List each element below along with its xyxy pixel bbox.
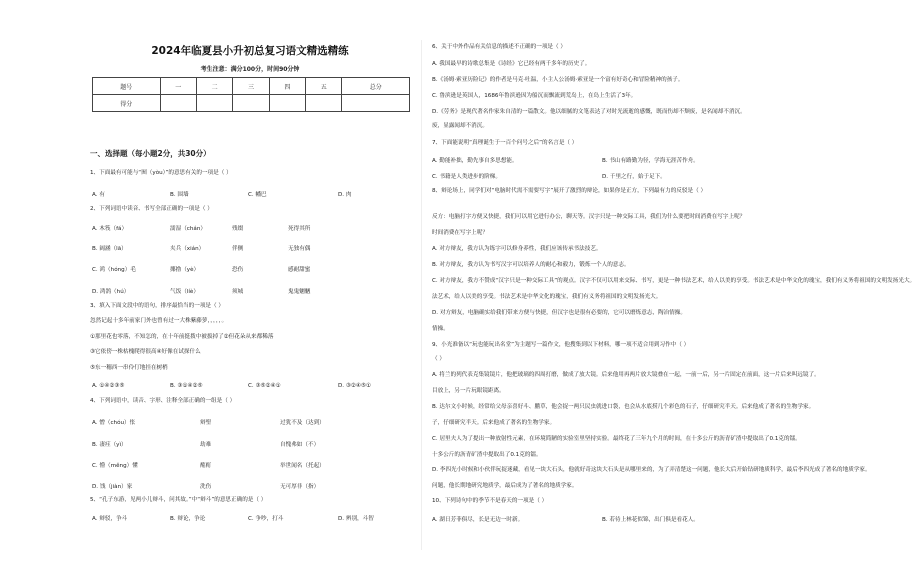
score-cell[interactable] [269,95,305,112]
page-title: 2024年临夏县小升初总复习语文精选精练 [151,45,349,57]
question-line: A. 我国最早的诗歌总集是《诗经》它已经有两千多年的历史了。 [432,61,591,67]
question-line: B.《汤姆·索亚历险记》的作者是马克·吐温，小主人公汤姆·索亚是一个富有好奇心和冒险精神的孩子。 [432,77,684,83]
score-row-label: 得分 [93,95,161,112]
answer-option[interactable]: B. ③①④②⑤ [170,383,203,389]
answer-option[interactable]: B. 若待上林花似锦，出门俱是看花人。 [602,517,699,523]
answer-option[interactable]: C. 幡巴 [248,192,267,198]
question-line: D.《劳务》是现代著名作家朱自清的一篇散文。他以细腻的文笔表达了对时光流逝的感慨，既而伤却不颓废，是名闻却不消沉。 [432,109,746,115]
question-line: 子，仔细研究半天。后来他成了著名的生物学家。 [432,420,556,426]
score-cell[interactable] [306,95,342,112]
score-table [92,77,410,112]
score-header-row [93,78,410,95]
score-header-cell: 一 [160,78,196,95]
question-line: 10、下列诗句中的季节不是春天的一项是（ ） [432,498,548,504]
answer-option[interactable]: 须城 [232,289,244,295]
answer-option[interactable]: D. 千里之行，始于足下。 [602,174,666,180]
answer-option[interactable]: B. 阔涵（lā） [92,246,127,252]
answer-option[interactable]: A. 湖日芳菲俱尽，长是无边一时新。 [432,517,524,523]
question-line: C. 居里夫人为了提出一种放射性元素，在环境简陋的实验室里坚持实验。最终花了三年九个月的时间，在十多公斤的沥青矿渣中提取出了0.1克的镭。 [432,436,801,442]
question-line: C. 鲁滨逊是英国人，1686年鲁滨逊因为船沉而飘流到荒岛上，在岛上生活了3年。 [432,93,637,99]
question-line: A. 对方辩友，我方认为练字可以修身养性，我们应该传承书法技艺。 [432,246,602,252]
score-header-cell: 四 [269,78,305,95]
question-line: 2、下列词语中读音、书写全部正确的一项是（ ） [90,206,213,212]
answer-option[interactable]: 恐伤 [232,267,244,273]
question-line: ⑤东一穗西一串伶仃地挂在树梢 [90,365,168,371]
answer-option[interactable]: 感耐甜蜜 [288,267,311,273]
question-line: D. 对方辩友，电脑确实给我们带来方便与快捷，但汉字也是很有必要的，它可以磨炼意志，陶冶情操。 [432,310,686,316]
question-line: ③它依傍一株枯槐爬得很高④好像在试探什么 [90,349,201,355]
answer-option[interactable]: 劫难 [200,442,212,448]
question-line: ①那里花也零落，不知怎的，在十年前挺拨中被拔掉了②但花朵从来都稀落 [90,334,274,340]
answer-option[interactable]: A. 憎（chóu）怅 [92,420,136,426]
question-line: 反方：电脑打字方便又快捷，我们可以用它进行办公，聊天等。汉字只是一种交际工具，我们为什么要把时间消费在写字上呢？ [432,214,746,220]
answer-option[interactable]: B. 凄疰（yì） [92,442,127,448]
answer-option[interactable]: 过犹不及（达到） [280,420,325,426]
question-line: B. 对方辩友，我方认为书写汉字可以培养人的耐心和毅力，锻炼一个人的意志。 [432,262,630,268]
score-header-cell: 三 [233,78,269,95]
answer-option[interactable]: C. 鸿（hóng）毛 [92,267,136,273]
answer-option[interactable]: B. 围墙 [170,192,189,198]
question-line: 废，显露闻却不消沉。 [432,123,488,129]
answer-option[interactable]: A. 木筏（fá） [92,226,128,232]
answer-option[interactable]: D. 饯（jiàn）家 [92,484,133,490]
answer-option[interactable]: 举世闻名（托起） [280,463,325,469]
answer-option[interactable]: 辩聖 [200,420,212,426]
question-line: 8、辩论场上，同学们对“电脑时代需不需要写字”展开了激烈的辩论，如果你是正方，下列最有力的反驳是（ ） [432,188,707,194]
answer-option[interactable]: 气饭（líè） [170,289,199,295]
answer-option[interactable]: 酩酊 [200,463,212,469]
question-line: 问题，他长期地研究地质学，最后成为了著名的地质学家。 [432,483,578,489]
answer-option[interactable]: 鬼鬼魍魉 [288,289,311,295]
answer-option[interactable]: 伴侧 [232,246,244,252]
question-line: 3、填入下面文段中的语句，排序最恰当的一项是（ ） [90,303,224,309]
answer-option[interactable]: 揶撸（yè） [170,267,200,273]
score-cell[interactable] [196,95,232,112]
answer-option[interactable]: B. 书山有路勤为径，学海无涯苦作舟。 [602,158,699,164]
score-cell[interactable] [342,95,410,112]
score-header-cell: 总分 [342,78,410,95]
answer-option[interactable]: 无可厚非（指） [280,484,320,490]
question-line: 忽然记起十多年前家门外也曾有过一大株紫藤萝，，，，，。 [90,318,228,324]
question-line: 6、关于中外作品有关信息的描述不正确的一项是（ ） [432,44,566,50]
question-line: 4、下列词语中，读音、字形、注释全部正确的一组是（ ） [90,398,236,404]
question-line: 9、小光准备以“玩也能玩出名堂”为主题写一篇作文，他搜集到以下材料，哪一项不适合用到习作中（ ） [432,342,690,348]
score-value-row [93,95,410,112]
answer-option[interactable]: 残缀 [232,226,244,232]
score-header-cell: 题号 [93,78,161,95]
answer-option[interactable]: B. 辩论，争论 [170,516,206,522]
question-line: 1、下面最有可能与“囿（yòu）”的意思有关的一项是（ ） [90,170,232,176]
question-line: C. 对方辩友，我方不赞成“汉字只是一种交际工具”的观点。汉字不仅可以用来交际、书写，更是一种书法艺术，给人以美的享受。书法艺术是中华文化的瑰宝，我们有义务将祖国的文明发扬光大。 [432,278,915,284]
question-line: 时间消费在写字上呢？ [432,230,488,236]
answer-option[interactable]: 自愧弗如（不） [280,442,320,448]
score-header-cell: 五 [306,78,342,95]
column-divider [421,40,422,550]
answer-option[interactable]: D. 鸿鹄（hú） [92,289,130,295]
question-line: D. 李四光小时候和小伙伴玩捉迷藏，看见一块大石头，他就好奇这块大石头是从哪里来的，为了弄清楚这一问题，他长大后开始钻研地质科学，最后李四光成了著名的地质学家。 [432,467,871,473]
answer-option[interactable]: D. ③②④⑤① [338,383,371,389]
answer-option[interactable]: 无独有偶 [288,246,311,252]
answer-option[interactable]: A. ①④②③⑤ [92,383,125,389]
exam-notice: 考生注意：满分100分，时间90分钟 [200,66,300,73]
answer-option[interactable]: 濡湿（chán） [170,226,206,232]
answer-option[interactable]: A. 辩驳，争斗 [92,516,128,522]
question-line: （ ） [432,356,445,362]
answer-option[interactable]: D. 肉 [338,192,352,198]
answer-option[interactable]: A. 有 [92,192,105,198]
section-heading: 一、选择题（每小题2分，共30分） [90,149,211,158]
question-line: 目放上，另一片玩眼镜距离。 [432,388,505,394]
question-line: 5、“孔子东游，见两小儿辩斗，问其故。”中“辩斗”的意思正确的是（ ） [90,497,267,503]
answer-option[interactable]: C. 懵（měng）懂 [92,463,138,469]
answer-option[interactable]: 夹兵（xián） [170,246,205,252]
score-cell[interactable] [233,95,269,112]
answer-option[interactable]: C. 书籍是人类进步的阶梯。 [432,174,501,180]
answer-option[interactable]: 洗伤 [200,484,212,490]
question-line: 十多公斤的沥青矿渣中提取出了0.1克的镭。 [432,452,542,458]
answer-option[interactable]: C. ③⑤②④① [248,383,281,389]
question-line: 情操。 [432,326,449,332]
answer-option[interactable]: D. 辨别，斗智 [338,516,374,522]
score-cell[interactable] [160,95,196,112]
answer-option[interactable]: A. 勤能补拙，勤先事自多思想能。 [432,158,518,164]
answer-option[interactable]: C. 争吵，打斗 [248,516,284,522]
question-line: 法艺术，给人以美的享受。书法艺术是中华文化的瑰宝，我们有义务将祖国的文明发扬光大。 [432,294,662,300]
score-header-cell: 二 [196,78,232,95]
answer-option[interactable]: 死得其所 [288,226,311,232]
question-line: A. 将兰的列代表克集镜镜片，他把玻璃的四周打磨，做成了放大镜。后来他用再两片放大镜叠在一起，一前一后，另一片固定在前面，这一片后来叫远镜了。 [432,372,820,378]
question-line: B. 达尔文小时候，经常给父母亲喜好斗、鹏草，他会捉一两只民虫就进口袋，也会从水底捞几个彩色的石子，仔细研究半天。后来他成了著名的生物学家。 [432,404,815,410]
question-line: 7、下面能说明“真理诞生于一百个问号之后”的名言是（ ） [432,140,578,146]
